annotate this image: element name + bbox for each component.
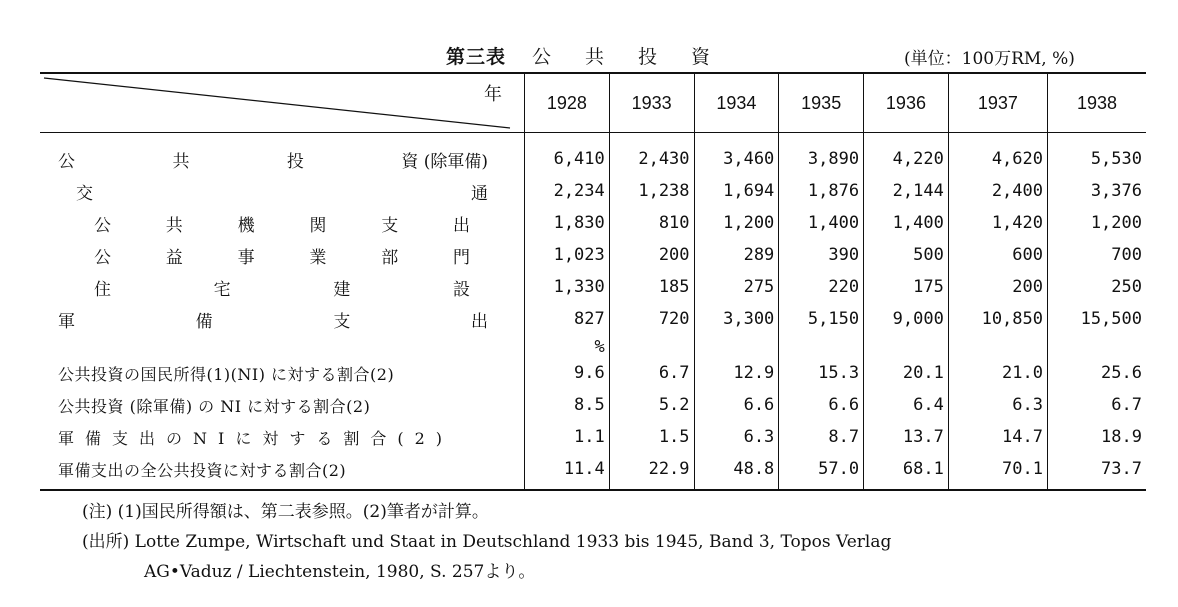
ratio-label: 公共投資 (除軍備) の NI に対する割合(2)	[58, 396, 371, 416]
value-cell: 200	[948, 271, 1047, 303]
table-row	[40, 133, 1146, 176]
value-cell: 810	[609, 207, 694, 239]
value-cell: 4,620	[948, 133, 1047, 176]
value-cell: 175	[864, 271, 949, 303]
value-cell: 3,460	[694, 133, 779, 176]
row-label-text	[94, 211, 470, 236]
value-cell: 6.7	[1048, 389, 1147, 421]
value-cell: 12.9	[694, 357, 779, 389]
value-cell: 11.4	[525, 453, 610, 490]
value-cell: 48.8	[694, 453, 779, 490]
label-part: 公	[94, 247, 111, 268]
row-label-text	[94, 275, 470, 300]
value-cell: 6.4	[864, 389, 949, 421]
value-cell: 15,500	[1048, 303, 1147, 335]
label-part: 通	[471, 183, 488, 204]
value-cell: 6.3	[694, 421, 779, 453]
value-cell: 2,234	[525, 175, 610, 207]
value-cell: 20.1	[864, 357, 949, 389]
table-row	[40, 389, 1146, 421]
value-cell: 1,400	[779, 207, 864, 239]
value-cell: 1,330	[525, 271, 610, 303]
year-header: 1937	[948, 73, 1047, 133]
header-row	[40, 73, 1146, 133]
label-part: 住	[94, 279, 111, 300]
value-cell: 8.5	[525, 389, 610, 421]
value-cell: 185	[609, 271, 694, 303]
value-cell: 2,144	[864, 175, 949, 207]
table-row	[40, 271, 1146, 303]
value-cell: 1,830	[525, 207, 610, 239]
table-row	[40, 303, 1146, 335]
value-cell: 70.1	[948, 453, 1047, 490]
value-cell: 5,530	[1048, 133, 1147, 176]
corner-cell	[40, 73, 525, 133]
year-header: 1934	[694, 73, 779, 133]
value-cell: 720	[609, 303, 694, 335]
value-cell: 6.6	[779, 389, 864, 421]
value-cell: 57.0	[779, 453, 864, 490]
label-part: 事	[237, 247, 255, 268]
table-row	[40, 239, 1146, 271]
value-cell: 1,876	[779, 175, 864, 207]
value-cell: 3,376	[1048, 175, 1147, 207]
value-cell: 9.6	[525, 357, 610, 389]
value-cell: 220	[779, 271, 864, 303]
value-cell: 10,850	[948, 303, 1047, 335]
value-cell: 1,400	[864, 207, 949, 239]
value-cell: 200	[609, 239, 694, 271]
year-header: 1935	[779, 73, 864, 133]
year-label: 年	[484, 84, 502, 104]
label-part: 資 (除軍備)	[401, 151, 488, 172]
source-line: (出所) Lotte Zumpe, Wirtschaft und Staat in Deutschland 1933 bis 1945, Band 3, Topos Verlag	[82, 532, 892, 552]
value-cell: 1.5	[609, 421, 694, 453]
label-part: 業	[309, 247, 327, 268]
row-label	[40, 303, 525, 335]
percent-mark: %	[594, 337, 605, 357]
ratio-label: 軍備支出の全公共投資に対する割合(2)	[58, 460, 347, 480]
value-cell: 250	[1048, 271, 1147, 303]
value-cell: 15.3	[779, 357, 864, 389]
spacer-cell	[1048, 335, 1147, 357]
value-cell: 14.7	[948, 421, 1047, 453]
label-part: 門	[452, 247, 470, 268]
label-part: 設	[452, 279, 470, 300]
value-cell: 1,238	[609, 175, 694, 207]
value-cell: 68.1	[864, 453, 949, 490]
value-cell: 289	[694, 239, 779, 271]
ratio-label: 公共投資の国民所得(1)(NI) に対する割合(2)	[58, 364, 395, 384]
value-cell: 3,890	[779, 133, 864, 176]
value-cell: 2,400	[948, 175, 1047, 207]
value-cell: 18.9	[1048, 421, 1147, 453]
label-part: 軍	[58, 311, 75, 332]
table-number: 第三表	[446, 46, 507, 68]
spacer-cell	[609, 335, 694, 357]
value-cell: 500	[864, 239, 949, 271]
spacer-cell	[40, 335, 525, 357]
value-cell: 700	[1048, 239, 1147, 271]
spacer-cell	[525, 335, 610, 357]
label-part: 公	[58, 151, 75, 172]
row-label	[40, 271, 525, 303]
label-part: 出	[470, 311, 488, 332]
ratio-label: 軍備支出のNIに対する割合(2)	[58, 428, 453, 448]
row-label	[40, 175, 525, 207]
spacer-cell	[948, 335, 1047, 357]
row-label-text	[94, 243, 470, 268]
value-cell: 1,200	[1048, 207, 1147, 239]
row-label	[40, 453, 525, 490]
row-label	[40, 421, 525, 453]
label-part: 支	[333, 311, 351, 332]
value-cell: 6.3	[948, 389, 1047, 421]
value-cell: 21.0	[948, 357, 1047, 389]
value-cell: 25.6	[1048, 357, 1147, 389]
value-cell: 827	[525, 303, 610, 335]
label-part: 出	[452, 215, 470, 236]
value-cell: 1,023	[525, 239, 610, 271]
label-part: 投	[286, 151, 304, 172]
year-header: 1933	[609, 73, 694, 133]
label-part: 共	[165, 215, 183, 236]
table-row	[40, 453, 1146, 490]
unit-label: (単位：100万RM, %)	[904, 49, 1075, 69]
label-part: 部	[381, 247, 399, 268]
table-row	[40, 357, 1146, 389]
value-cell: 6.6	[694, 389, 779, 421]
value-cell: 9,000	[864, 303, 949, 335]
label-part: 備	[195, 311, 213, 332]
row-label	[40, 389, 525, 421]
value-cell: 6,410	[525, 133, 610, 176]
footnotes	[82, 497, 891, 587]
row-label-text	[76, 179, 488, 204]
value-cell: 13.7	[864, 421, 949, 453]
label-part: 関	[309, 215, 327, 236]
value-cell: 600	[948, 239, 1047, 271]
value-cell: 1,200	[694, 207, 779, 239]
label-part: 宅	[213, 279, 231, 300]
table-title-row	[0, 38, 1178, 70]
public-investment-table	[40, 72, 1146, 491]
table-row	[40, 207, 1146, 239]
label-part: 益	[165, 247, 183, 268]
value-cell: 2,430	[609, 133, 694, 176]
label-part: 共	[172, 151, 190, 172]
row-label	[40, 133, 525, 176]
spacer-row	[40, 335, 1146, 357]
row-label-text	[58, 307, 488, 332]
spacer-cell	[779, 335, 864, 357]
year-header: 1938	[1048, 73, 1147, 133]
value-cell: 6.7	[609, 357, 694, 389]
row-label	[40, 357, 525, 389]
value-cell: 1.1	[525, 421, 610, 453]
source-line-cont: AG•Vaduz / Liechtenstein, 1980, S. 257より。	[144, 562, 536, 582]
row-label-text	[58, 147, 488, 172]
value-cell: 8.7	[779, 421, 864, 453]
value-cell: 275	[694, 271, 779, 303]
value-cell: 22.9	[609, 453, 694, 490]
spacer-cell	[694, 335, 779, 357]
value-cell: 3,300	[694, 303, 779, 335]
value-cell: 5.2	[609, 389, 694, 421]
label-part: 公	[94, 215, 111, 236]
label-part: 建	[333, 279, 351, 300]
label-part: 支	[381, 215, 399, 236]
value-cell: 1,694	[694, 175, 779, 207]
label-part: 機	[237, 215, 255, 236]
row-label	[40, 207, 525, 239]
value-cell: 4,220	[864, 133, 949, 176]
label-part: 交	[76, 183, 93, 204]
value-cell: 390	[779, 239, 864, 271]
year-header: 1928	[525, 73, 610, 133]
diagonal-line	[40, 74, 516, 132]
spacer-cell	[864, 335, 949, 357]
value-cell: 73.7	[1048, 453, 1147, 490]
row-label	[40, 239, 525, 271]
value-cell: 1,420	[948, 207, 1047, 239]
value-cell: 5,150	[779, 303, 864, 335]
table-row	[40, 175, 1146, 207]
year-header: 1936	[864, 73, 949, 133]
table-title: 公共投資	[532, 46, 745, 68]
note-line: (注) (1)国民所得額は、第二表参照。(2)筆者が計算。	[82, 502, 489, 522]
table-row	[40, 421, 1146, 453]
